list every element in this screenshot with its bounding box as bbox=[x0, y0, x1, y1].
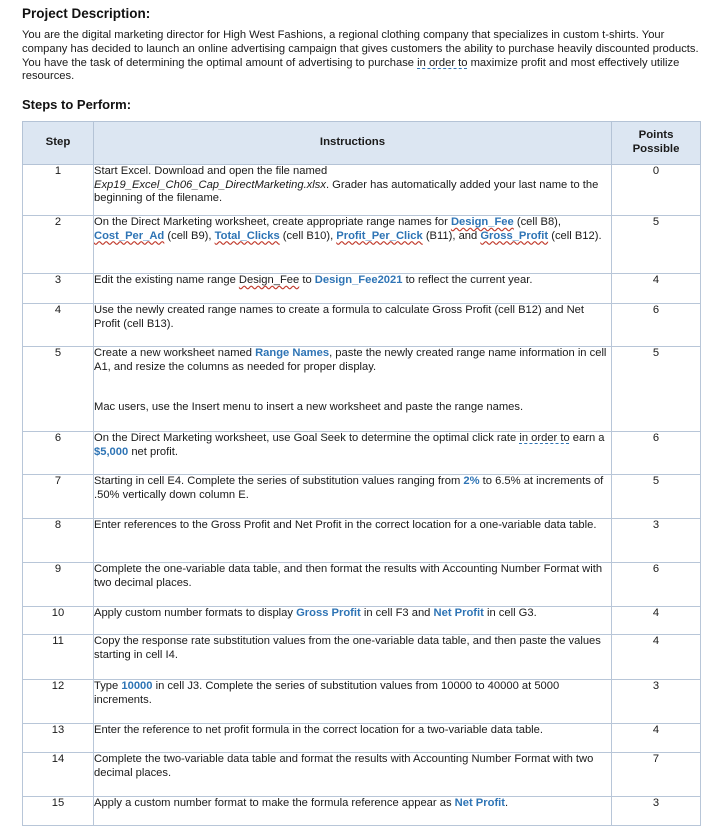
step-number: 3 bbox=[23, 274, 94, 304]
step-points: 3 bbox=[612, 680, 701, 724]
file-name: Exp19_Excel_Ch06_Cap_DirectMarketing.xlsx bbox=[94, 178, 326, 191]
description-in-order-to: in order to bbox=[417, 56, 468, 69]
step-number: 10 bbox=[23, 607, 94, 635]
header-step: Step bbox=[23, 122, 94, 165]
range-name-gross-profit: Gross_Profit bbox=[480, 229, 549, 242]
instruction-text: Type bbox=[94, 680, 122, 692]
step-instructions bbox=[94, 680, 612, 724]
step-points: 3 bbox=[612, 519, 701, 563]
step-points: 6 bbox=[612, 432, 701, 475]
table-row bbox=[23, 432, 701, 475]
instruction-text: to reflect the current year. bbox=[402, 274, 533, 286]
instruction-text: Starting in cell E4. Complete the series of substitution values ranging from bbox=[94, 475, 464, 487]
step-points: 5 bbox=[612, 347, 701, 432]
step-points: 0 bbox=[612, 165, 701, 216]
table-row bbox=[23, 347, 701, 432]
instruction-text: On the Direct Marketing worksheet, use Goal Seek to determine the optimal click rate bbox=[94, 432, 520, 444]
step-points: 5 bbox=[612, 475, 701, 519]
step-number: 12 bbox=[23, 680, 94, 724]
step-instructions: Use the newly created range names to create a formula to calculate Gross Profit (cell B12) and Net Profit (cell B13). bbox=[94, 304, 612, 347]
steps-table bbox=[22, 121, 701, 826]
step-points: 6 bbox=[612, 304, 701, 347]
project-description-text bbox=[22, 29, 702, 84]
range-name-cost-per-ad: Cost_Per_Ad bbox=[94, 229, 165, 242]
highlight-5000: $5,000 bbox=[94, 445, 129, 458]
header-points: Points Possible bbox=[612, 122, 701, 165]
step-points: 7 bbox=[612, 753, 701, 797]
highlight-net-profit: Net Profit bbox=[433, 607, 484, 619]
table-row bbox=[23, 635, 701, 680]
instruction-text: Apply custom number formats to display bbox=[94, 607, 297, 619]
instruction-text: (cell B9), bbox=[164, 229, 215, 242]
highlight-range-names: Range Names bbox=[255, 347, 330, 359]
step-points: 4 bbox=[612, 607, 701, 635]
instruction-text: (cell B8), bbox=[513, 216, 561, 228]
highlight-gross-profit: Gross Profit bbox=[296, 607, 361, 619]
step-instructions: Complete the one-variable data table, and then format the results with Accounting Number Format with two decimal places. bbox=[94, 563, 612, 607]
highlight-10000: 10000 bbox=[121, 680, 153, 692]
instruction-text: to 6.5% at increments of .50% vertically down column E. bbox=[94, 475, 604, 501]
in-order-to: in order to bbox=[519, 432, 570, 444]
project-description-heading: Project Description: bbox=[22, 6, 151, 21]
step-instructions: Copy the response rate substitution values from the one-variable data table, and then paste the values starting in cell I4. bbox=[94, 635, 612, 680]
step-number: 9 bbox=[23, 563, 94, 607]
step-number: 14 bbox=[23, 753, 94, 797]
instruction-text: Apply a custom number format to make the formula reference appear as bbox=[94, 797, 455, 809]
step-instructions: Enter references to the Gross Profit and Net Profit in the correct location for a one-variable data table. bbox=[94, 519, 612, 563]
step-points: 4 bbox=[612, 724, 701, 753]
instruction-text: , paste the newly created range name information in cell A1, and resize the columns as needed for proper display. bbox=[94, 347, 607, 373]
range-name-total-clicks: Total_Clicks bbox=[214, 229, 280, 242]
step-number: 4 bbox=[23, 304, 94, 347]
instruction-text: to bbox=[299, 274, 315, 286]
step-number: 2 bbox=[23, 216, 94, 274]
table-row bbox=[23, 563, 701, 607]
instruction-text: Create a new worksheet named bbox=[94, 347, 256, 359]
step-instructions: Complete the two-variable data table and format the results with Accounting Number Format with two decimal places. bbox=[94, 753, 612, 797]
table-row bbox=[23, 797, 701, 826]
table-row bbox=[23, 724, 701, 753]
range-name-design-fee: Design_Fee bbox=[238, 274, 300, 286]
table-row bbox=[23, 304, 701, 347]
steps-heading: Steps to Perform: bbox=[22, 97, 132, 112]
highlight-design-fee-2021: Design_Fee2021 bbox=[314, 274, 403, 286]
table-row bbox=[23, 165, 701, 216]
step-instructions bbox=[94, 274, 612, 304]
step-number: 6 bbox=[23, 432, 94, 475]
instruction-text: in cell F3 and bbox=[360, 607, 434, 619]
step-number: 8 bbox=[23, 519, 94, 563]
instruction-text: earn a bbox=[569, 432, 605, 444]
instruction-text: . Grader has automatically added your last name to the beginning of the filename. bbox=[94, 178, 599, 205]
step-points: 5 bbox=[612, 216, 701, 274]
step-points: 4 bbox=[612, 274, 701, 304]
instruction-text: Edit the existing name range bbox=[94, 274, 239, 286]
highlight-2-percent: 2% bbox=[463, 475, 480, 487]
step-number: 5 bbox=[23, 347, 94, 432]
step-instructions bbox=[94, 475, 612, 519]
step-instructions bbox=[94, 216, 612, 274]
instruction-text: in cell J3. Complete the series of substitution values from 10000 to 40000 at 5000 increments. bbox=[94, 680, 560, 706]
step-number: 15 bbox=[23, 797, 94, 826]
step-number: 7 bbox=[23, 475, 94, 519]
step-number: 1 bbox=[23, 165, 94, 216]
instruction-text: (B11), and bbox=[422, 229, 481, 242]
description-part-1: You are the digital marketing director for High West Fashions, a regional clothing company that specializes in custom t-shirts. Your company has decided to launch an online advertising campaign that gives customers the ability to purchase heavily discounted products. You have the task of determining the optimal amount of advertising to purchase bbox=[22, 29, 699, 69]
instruction-text: . bbox=[505, 797, 509, 809]
table-row bbox=[23, 607, 701, 635]
range-name-design-fee: Design_Fee bbox=[450, 216, 514, 228]
step-points: 6 bbox=[612, 563, 701, 607]
table-row bbox=[23, 519, 701, 563]
range-name-profit-per-click: Profit_Per_Click bbox=[336, 229, 423, 242]
step-instructions bbox=[94, 347, 612, 432]
table-header-row bbox=[23, 122, 701, 165]
instruction-text: On the Direct Marketing worksheet, create appropriate range names for bbox=[94, 216, 451, 228]
step-instructions bbox=[94, 797, 612, 826]
header-instructions: Instructions bbox=[94, 122, 612, 165]
step-instructions bbox=[94, 432, 612, 475]
table-row bbox=[23, 680, 701, 724]
instruction-text: in cell G3. bbox=[483, 607, 537, 619]
step-instructions bbox=[94, 607, 612, 635]
table-row bbox=[23, 216, 701, 274]
step-instructions: Enter the reference to net profit formula in the correct location for a two-variable data table. bbox=[94, 724, 612, 753]
highlight-net-profit: Net Profit bbox=[454, 797, 506, 809]
step-points: 3 bbox=[612, 797, 701, 826]
mac-users-note: Mac users, use the Insert menu to insert a new worksheet and paste the range names. bbox=[94, 401, 524, 414]
instruction-text: Start Excel. Download and open the file named bbox=[94, 165, 328, 177]
instruction-text: net profit. bbox=[128, 445, 178, 458]
instruction-text: (cell B10), bbox=[279, 229, 337, 242]
table-row bbox=[23, 753, 701, 797]
instruction-text: (cell B12). bbox=[548, 229, 602, 242]
table-row bbox=[23, 274, 701, 304]
table-row bbox=[23, 475, 701, 519]
step-points: 4 bbox=[612, 635, 701, 680]
step-instructions bbox=[94, 165, 612, 216]
description-part-2: maximize profit and most effectively utilize resources. bbox=[22, 56, 680, 83]
step-number: 13 bbox=[23, 724, 94, 753]
step-number: 11 bbox=[23, 635, 94, 680]
